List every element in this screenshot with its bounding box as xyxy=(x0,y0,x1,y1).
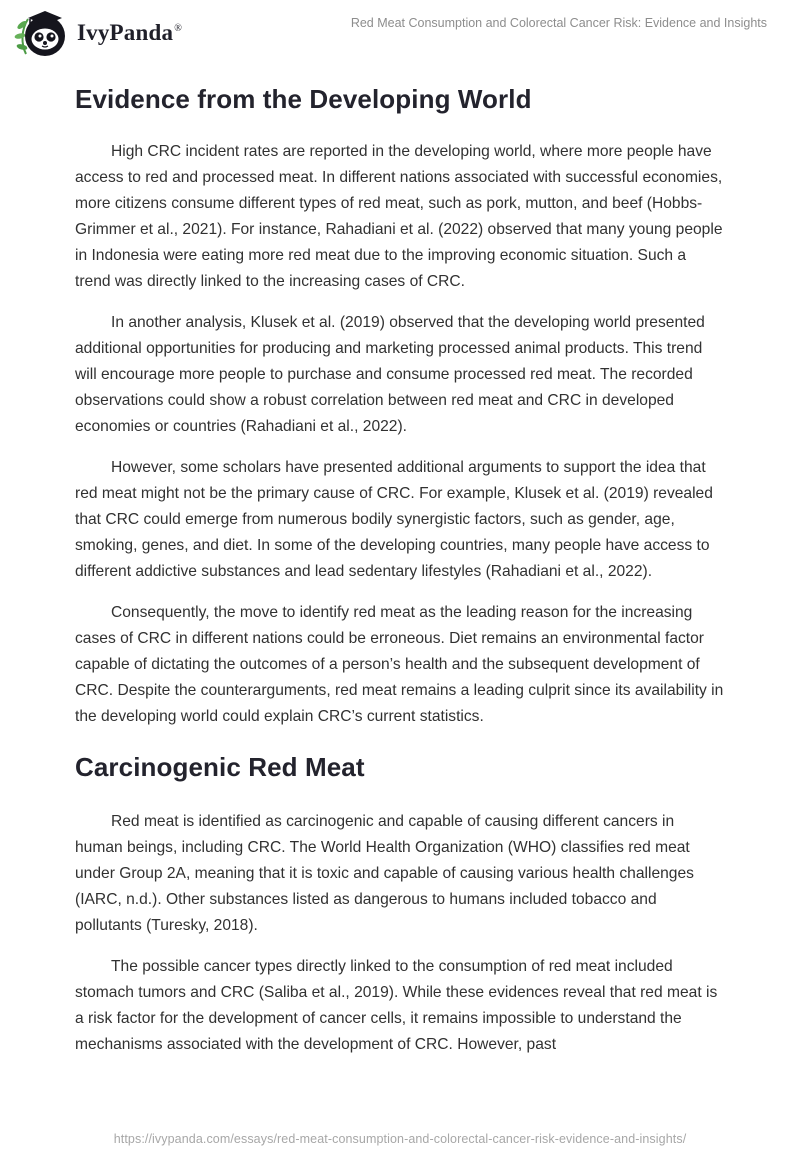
paragraph: However, some scholars have presented additional arguments to support the idea that red meat might not be the primary cause of CRC. For example, Klusek et al. (2019) revealed that CRC could emerge from numerous bodily synergistic factors, such as gender, age, smoking, genes, and diet. In some of the developing countries, many people have access to different addictive substances and lead sedentary lifestyles (Rahadiani et al., 2022). xyxy=(75,459,713,580)
panda-eye-glint xyxy=(39,35,42,38)
brand-text: IvyPanda xyxy=(77,20,174,45)
document-title: Red Meat Consumption and Colorectal Cancer Risk: Evidence and Insights xyxy=(350,16,767,30)
ivypanda-logo-icon xyxy=(14,8,68,58)
paragraph: In another analysis, Klusek et al. (2019) observed that the developing world presented additional opportunities for producing and marketing processed animal products. This trend will encourage more people to purchase and consume processed red meat. The recorded observations could show a robust correlation between red meat and CRC in developed economies or countries (Rahadiani et al., 2022). xyxy=(75,314,705,435)
essay-content xyxy=(0,84,800,1058)
panda-eye-glint xyxy=(51,35,54,38)
panda-nose xyxy=(43,41,47,45)
ivy-leaf xyxy=(14,32,26,39)
paragraph: Red meat is identified as carcinogenic and capable of causing different cancers in human beings, including CRC. The World Health Organization (WHO) classifies red meat under Group 2A, meaning that it is toxic and capable of causing various health challenges (IARC, n.d.). Other substances listed as dangerous to humans included tobacco and pollutants (Turesky, 2018). xyxy=(75,813,694,934)
brand xyxy=(14,8,182,58)
page-header xyxy=(0,0,800,64)
paragraph: High CRC incident rates are reported in the developing world, where more people have access to red and processed meat. In different nations associated with successful economies, more citizens consume different types of red meat, such as pork, mutton, and beef (Hobbs-Grimmer et al., 2021). For instance, Rahadiani et al. (2022) observed that many young people in Indonesia were eating more red meat due to the improving economic situation. Such a trend was directly linked to the increasing cases of CRC. xyxy=(75,143,723,290)
registered-mark: ® xyxy=(174,23,182,35)
section-heading-carcinogenic-red-meat: Carcinogenic Red Meat xyxy=(75,752,365,782)
paragraph: Consequently, the move to identify red meat as the leading reason for the increasing cases of CRC in different nations could be erroneous. Diet remains an environmental factor capable of dictating the outcomes of a person’s health and the subsequent development of CRC. Despite the counterarguments, red meat remains a leading culprit since its availability in the developing world could explain CRC’s current statistics. xyxy=(75,604,724,725)
source-url: https://ivypanda.com/essays/red-meat-consumption-and-colorectal-cancer-risk-evidence-and-insights/ xyxy=(113,1132,687,1146)
section-heading-developing-world: Evidence from the Developing World xyxy=(75,84,532,114)
paragraph: The possible cancer types directly linked to the consumption of red meat included stomach tumors and CRC (Saliba et al., 2019). While these evidences reveal that red meat is a risk factor for the development of cancer cells, it remains impossible to understand the mechanisms associated with the development of CRC. However, past xyxy=(75,958,718,1053)
page-footer xyxy=(0,1130,800,1148)
cap-band xyxy=(39,22,51,27)
brand-name xyxy=(77,20,182,46)
